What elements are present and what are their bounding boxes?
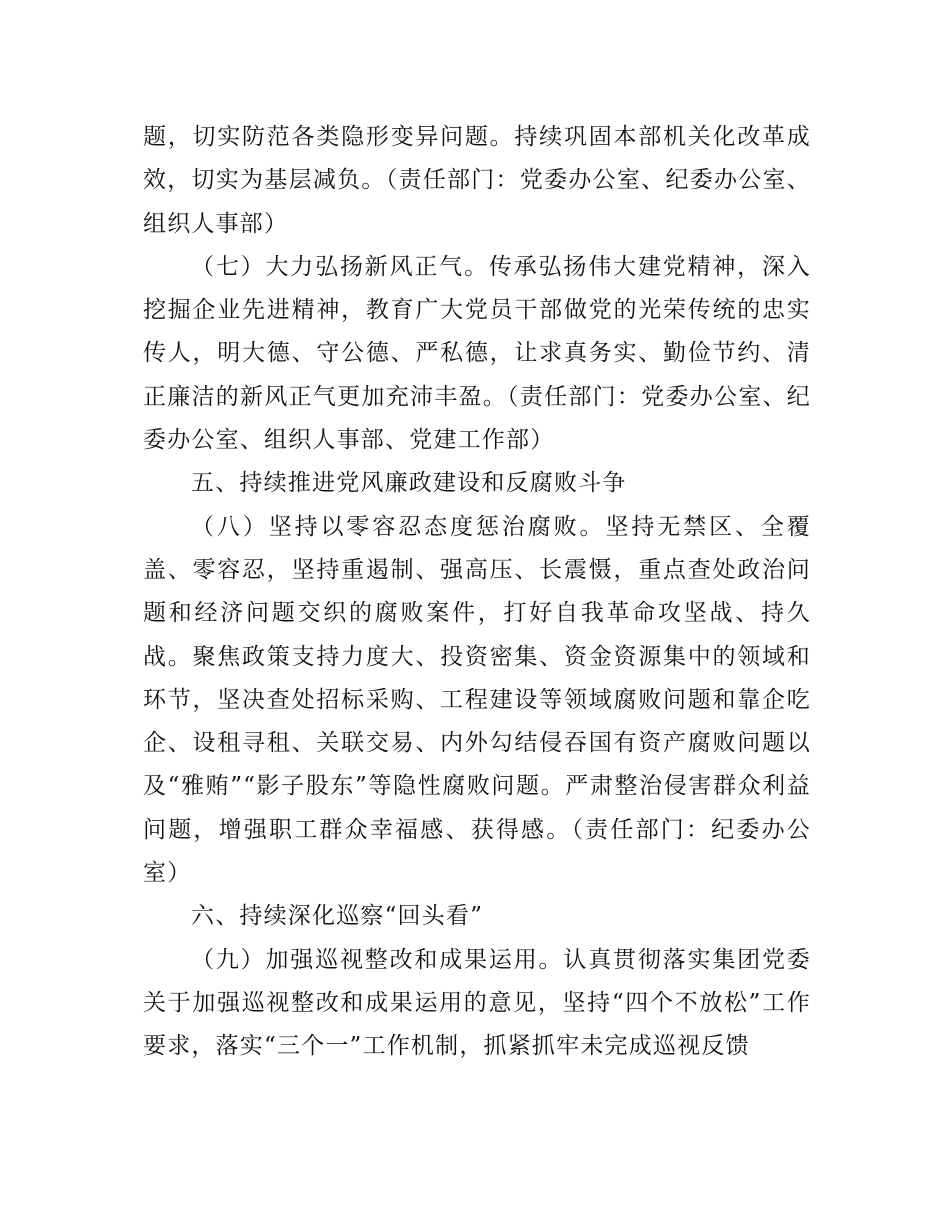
paragraph-item-9: （九）加强巡视整改和成果运用。认真贯彻落实集团党委关于加强巡视整改和成果运用的意见，坚持“四个不放松”工作要求，落实“三个一”工作机制，抓紧抓牢未完成巡视反馈 [143, 946, 811, 1060]
paragraph-item-8: （八）坚持以零容忍态度惩治腐败。坚持无禁区、全覆盖、零容忍，坚持重遏制、强高压、长震慑，重点查处政治问题和经济问题交织的腐败案件，打好自我革命攻坚战、持久战。聚焦政策支持力度大、投资密集、资金资源集中的领域和环节，坚决查处招标采购、工程建设等领域腐败问题和靠企吃企、设租寻租、关联交易、内外勾结侵吞国有资产腐败问题以及“雅贿”“影子股东”等隐性腐败问题。严肃整治侵害群众利益问题，增强职工群众幸福感、获得感。（责任部门：纪委办公室） [143, 513, 811, 887]
paragraph-item-7: （七）大力弘扬新风正气。传承弘扬伟大建党精神，深入挖掘企业先进精神，教育广大党员干部做党的光荣传统的忠实传人，明大德、守公德、严私德，让求真务实、勤俭节约、清正廉洁的新风正气更加充沛丰盈。（责任部门：党委办公室、纪委办公室、组织人事部、党建工作部） [143, 253, 811, 454]
section-heading-6: 六、持续深化巡察“回头看” [191, 903, 484, 930]
document-body [143, 116, 811, 1069]
section-heading-5: 五、持续推进党风廉政建设和反腐败斗争 [191, 470, 627, 497]
paragraph-continuation: 题，切实防范各类隐形变异问题。持续巩固本部机关化改革成效，切实为基层减负。（责任部门：党委办公室、纪委办公室、组织人事部） [143, 124, 811, 237]
